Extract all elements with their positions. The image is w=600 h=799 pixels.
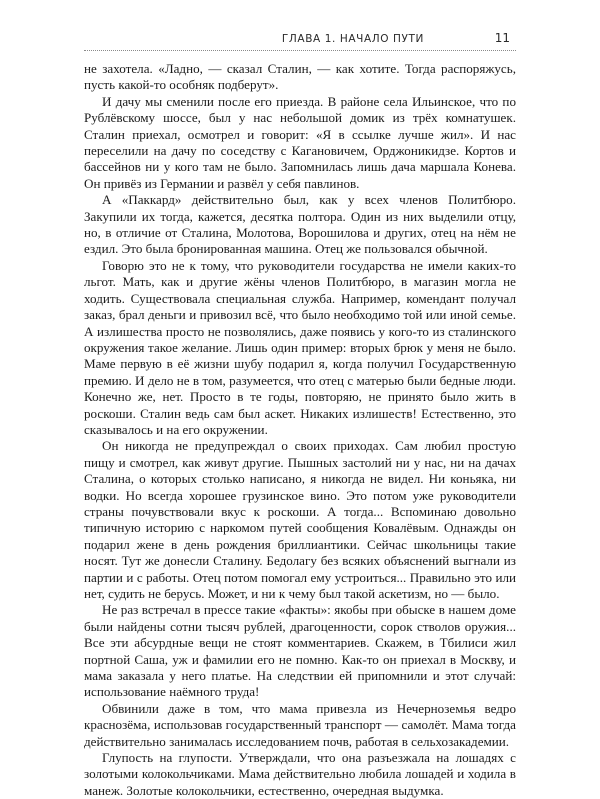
paragraph: Не раз встречал в прессе такие «факты»: якобы при обыске в нашем доме были найдены сотни тысяч рублей, драгоценности, сорок стволов оружия... Все эти абсурдные вещи не стоят комментариев. Скажем, в Тбилиси жил портной Саша, уж и фамилии его не помню. Как-то он приехал в Москву, и мама заказала у него платье. На следствии ей припомнили и этот случай: использование наёмного труда! bbox=[84, 602, 516, 700]
paragraph: Говорю это не к тому, что руководители государства не имели каких-то льгот. Мать, как и другие жёны членов Политбюро, в магазин могла не ходить. Существовала специальная служба. Например, комендант получал заказ, брал деньги и привозил всё, что было необходимо той или иной семье. А излишества просто не позволялись, даже появись у кого-то из сталинского окружения такое желание. Лишь один пример: вторых брюк у меня не было. Маме первую в её жизни шубу подарил я, когда получил Государственную премию. И дело не в том, разумеется, что отец с матерью были бедные люди. Конечно же, нет. Просто в те годы, повторяю, не принято было жить в роскоши. Сталин ведь сам был аскет. Никаких излишеств! Естественно, это сказывалось и на его окружении. bbox=[84, 257, 516, 437]
paragraph: Обвинили даже в том, что мама привезла из Нечерноземья ведро краснозёма, использовав государственный транспорт — самолёт. Мама тогда действительно занималась исследованием почв, работая в сельхозакадемии. bbox=[84, 700, 516, 749]
running-header bbox=[84, 30, 516, 51]
page-number: 11 bbox=[494, 31, 510, 45]
paragraph: И дачу мы сменили после его приезда. В районе села Ильинское, что по Рублёвскому шоссе, был у нас небольшой домик из трёх комнатушек. Сталин приехал, осмотрел и говорит: «Я в ссылке лучше жил». И нас переселили на дачу по соседству с Кагановичем, Орджоникидзе. Кортов и бассейнов ни у кого там не было. Запомнилась лишь дача маршала Конева. Он привёз из Германии и развёл у себя павлинов. bbox=[84, 93, 516, 191]
paragraph: А «Паккард» действительно был, как у всех членов Политбюро. Закупили их тогда, кажется, десятка полтора. Один из них выделили отцу, но, в отличие от Сталина, Молотова, Ворошилова и других, отец на нём не ездил. Это была бронированная машина. Отец же пользовался обычной. bbox=[84, 192, 516, 257]
paragraph: Он никогда не предупреждал о своих приходах. Сам любил простую пищу и смотрел, как живут другие. Пышных застолий ни у нас, ни на дачах Сталина, о которых столько написано, я никогда не видел. Ни коньяка, ни водки. Но всегда хорошее грузинское вино. Это потом уже руководители страны почувствовали вкус к роскоши. А тогда... Вспоминаю довольно типичную историю с наркомом путей сообщения Ковалёвым. Однажды он подарил жене в день рождения бриллиантики. Сейчас школьницы такие носят. Тут же донесли Сталину. Бедолагу без всяких объяснений выгнали из партии и с работы. Отец потом помогал ему устроиться... Правильно это или нет, судить не берусь. Может, и ни к чему был такой аскетизм, но — было. bbox=[84, 438, 516, 601]
body-text bbox=[84, 61, 516, 799]
paragraph-continued: не захотела. «Ладно, — сказал Сталин, — как хотите. Тогда распоряжусь, пусть какой-то особняк подберут». bbox=[84, 61, 516, 93]
paragraph: Глупость на глупости. Утверждали, что она разъезжала на лошадях с золотыми колокольчиками. Мама действительно любила лошадей и ходила в манеж. Золотые колокольчики, естественно, очередная выдумка. bbox=[84, 750, 516, 798]
chapter-title: ГЛАВА 1. НАЧАЛО ПУТИ bbox=[281, 33, 424, 45]
